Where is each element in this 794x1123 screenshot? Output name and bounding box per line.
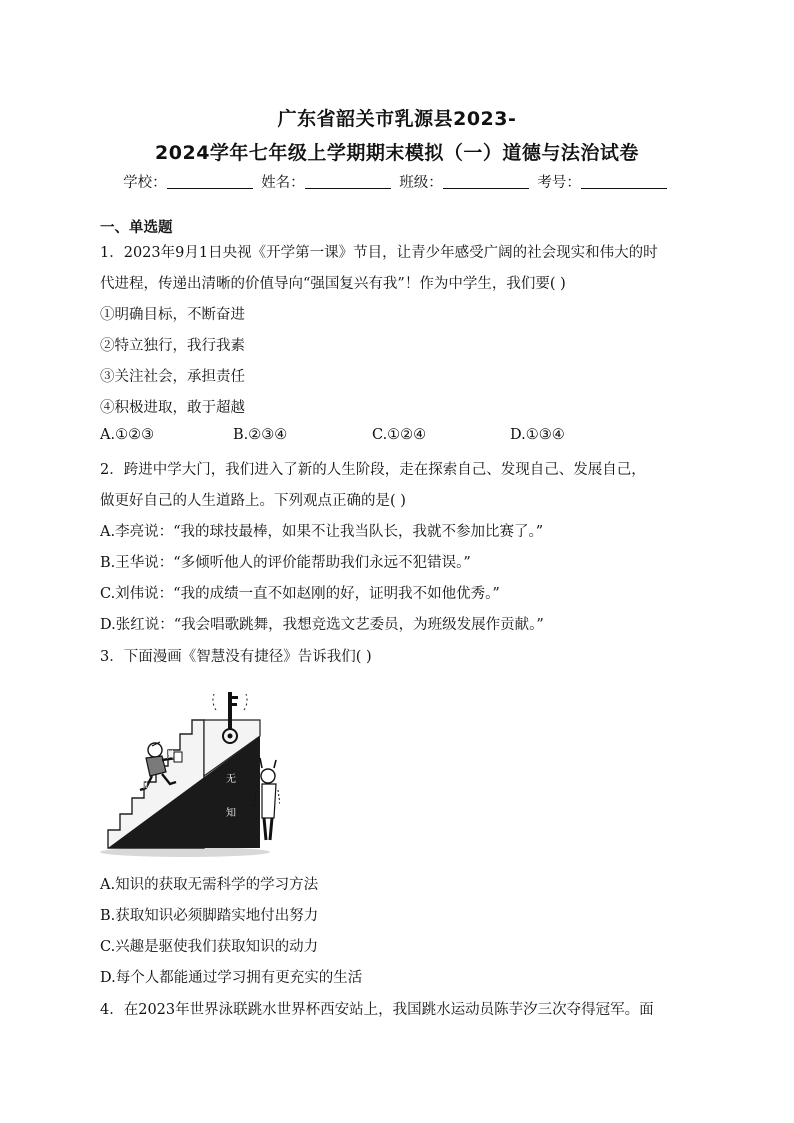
q1-option-c[interactable]: C.①②④ [372,427,427,443]
name-label: 姓名： [261,175,305,191]
cartoon-char-zhi: 知 [138,780,148,791]
q3-option-b[interactable]: B.获取知识必须脚踏实地付出努力 [100,908,319,924]
class-blank[interactable] [443,174,529,189]
q1-item-3: ③关注社会，承担责任 [100,369,245,385]
q2-option-a[interactable]: A.李亮说：“我的球技最棒，如果不让我当队长，我就不参加比赛了。” [100,524,544,540]
class-label: 班级： [399,175,443,191]
exam-number-label: 考号： [537,175,581,191]
cartoon-char-wu: 无 [226,774,236,785]
cartoon-char-zhi2: 知 [226,808,236,819]
q1-options [100,427,700,447]
name-blank[interactable] [305,174,391,189]
school-blank[interactable] [167,174,253,189]
q3-stem-line1: 3．下面漫画《智慧没有捷径》告诉我们( ) [100,649,372,665]
q1-item-4: ④积极进取，敢于超越 [100,400,245,416]
school-label: 学校： [123,175,167,191]
exam-number-blank[interactable] [581,174,667,189]
q1-item-2: ②特立独行，我行我素 [100,338,245,354]
q1-option-d[interactable]: D.①③④ [510,427,565,443]
q1-stem-line2: 代进程，传递出清晰的价值导向“强国复兴有我”！作为中学生，我们要( ) [100,276,566,292]
q2-stem-line2: 做更好自己的人生道路上。下列观点正确的是( ) [100,493,406,509]
q3-option-a[interactable]: A.知识的获取无需科学的学习方法 [100,877,319,893]
q2-option-b[interactable]: B.王华说：“多倾听他人的评价能帮助我们永远不犯错误。” [100,555,471,571]
cartoon-image [100,680,280,860]
q2-option-c[interactable]: C.刘伟说：“我的成绩一直不如赵刚的好，证明我不如他优秀。” [100,586,500,602]
section-heading: 一、单选题 [100,220,173,236]
q1-item-1: ①明确目标，不断奋进 [100,307,245,323]
q1-stem-line1: 1．2023年9月1日央视《开学第一课》节目，让青少年感受广阔的社会现实和伟大的时 [100,245,658,261]
q3-option-d[interactable]: D.每个人都能通过学习拥有更充实的生活 [100,970,363,986]
q4-stem-line1: 4．在2023年世界泳联跳水世界杯西安站上，我国跳水运动员陈芋汐三次夺得冠军。面 [100,1002,654,1018]
q2-stem-line1: 2．跨进中学大门，我们进入了新的人生阶段，走在探索自己、发现自己、发展自己， [100,462,646,478]
cartoon-char-shi: 识 [164,750,174,761]
exam-title-line1: 广东省韶关市乳源县2023- [277,108,517,130]
q2-option-d[interactable]: D.张红说：“我会唱歌跳舞，我想竞选文艺委员，为班级发展作贡献。” [100,617,544,633]
q3-option-c[interactable]: C.兴趣是驱使我们获取知识的动力 [100,939,319,955]
q1-option-a[interactable]: A.①②③ [100,427,155,443]
student-info-line [0,171,794,192]
q1-option-b[interactable]: B.②③④ [233,427,288,443]
exam-title-line2: 2024学年七年级上学期期末模拟（一）道德与法治试卷 [155,142,639,164]
